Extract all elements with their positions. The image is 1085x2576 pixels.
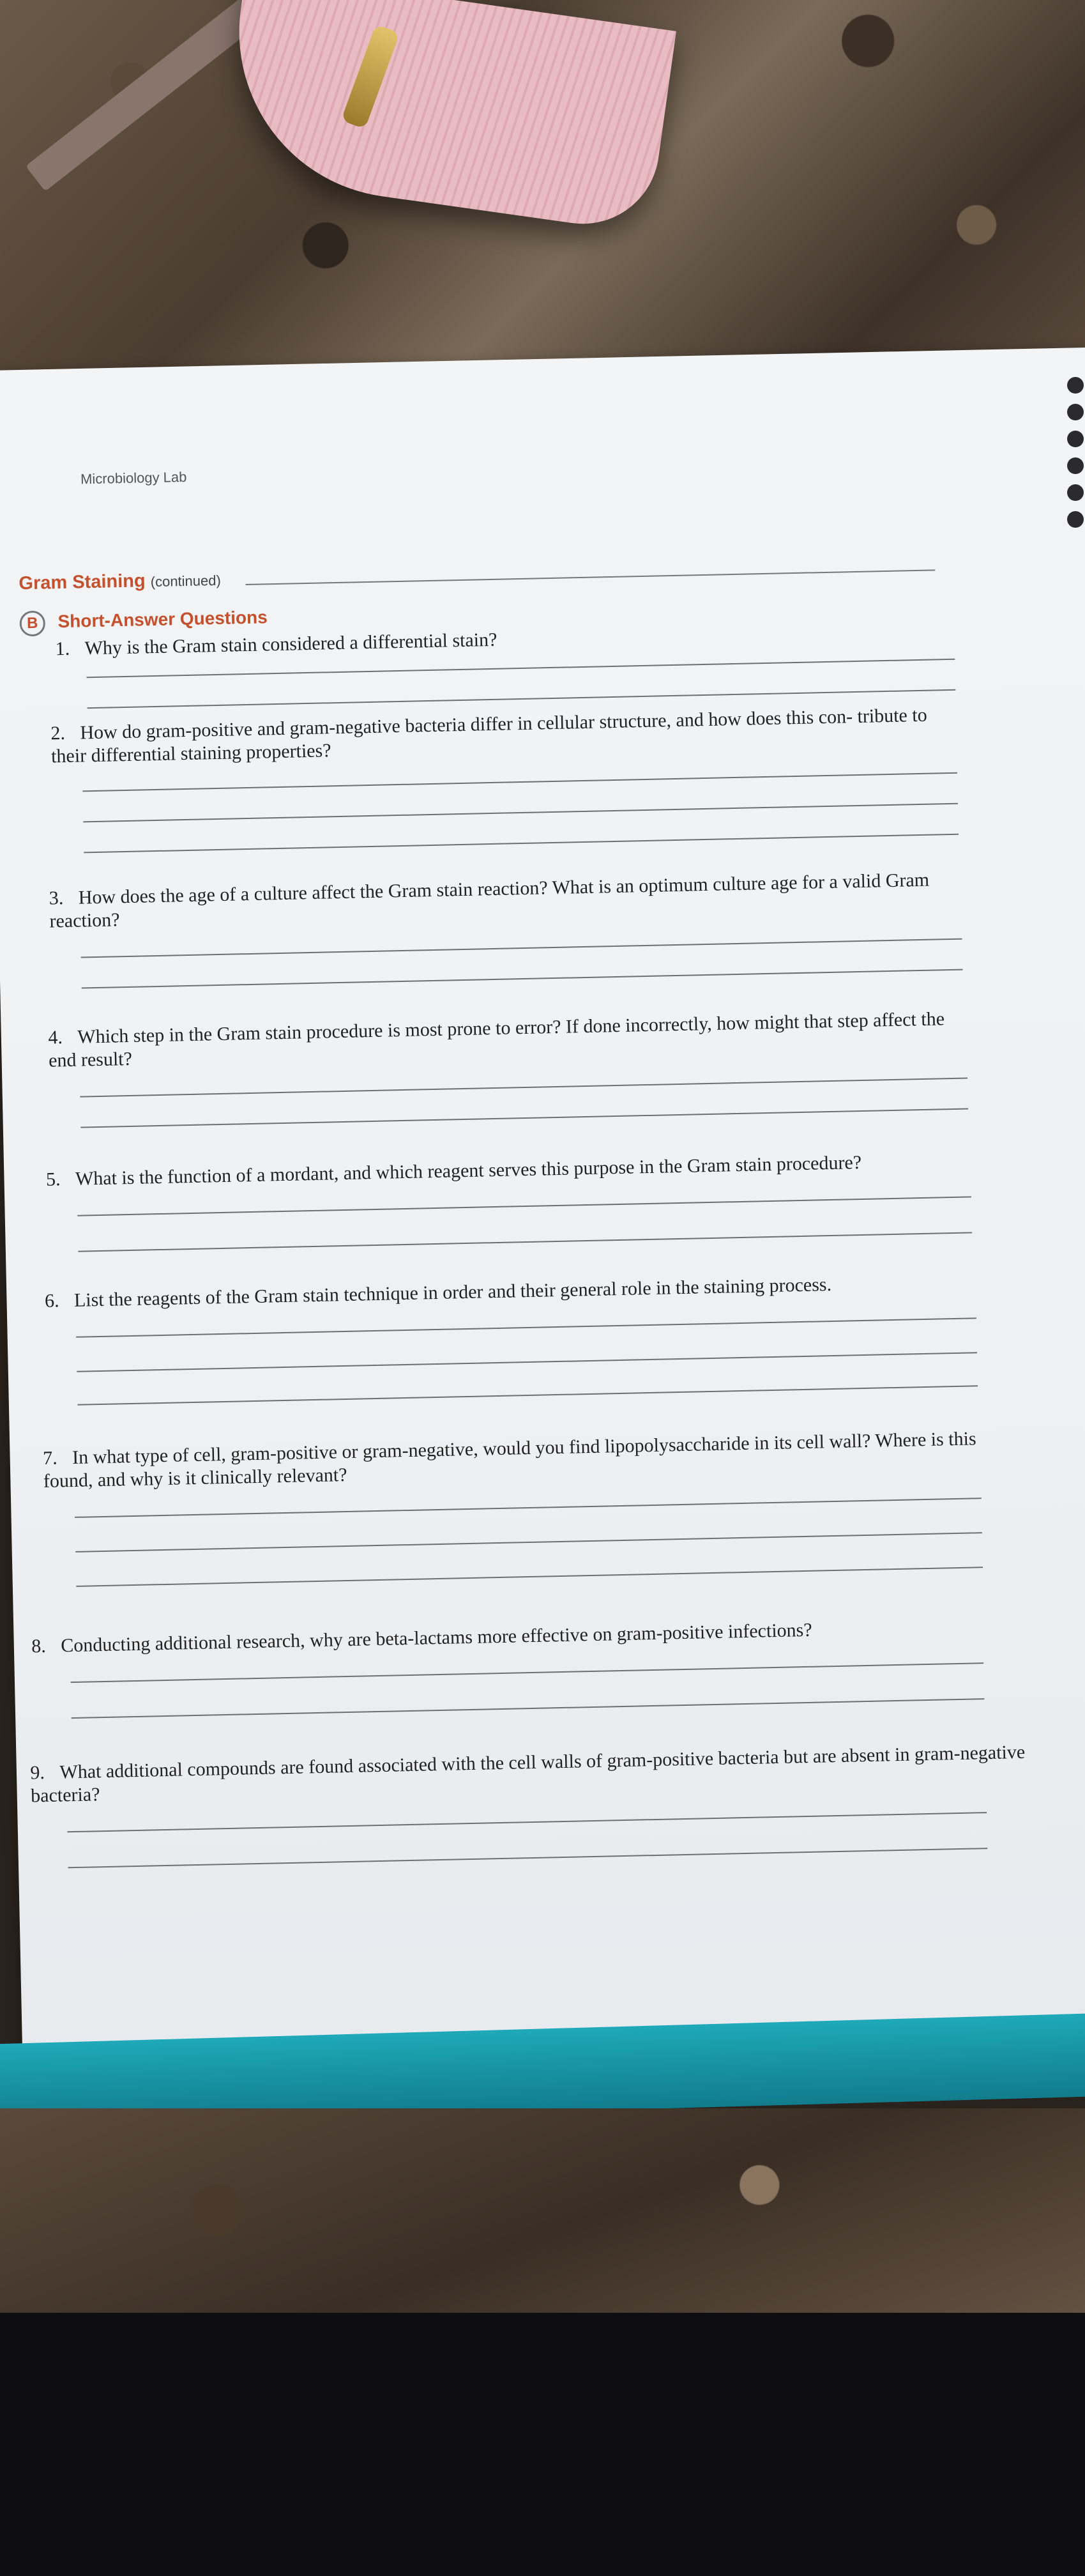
question-2	[50, 703, 958, 769]
dark-foreground	[0, 2313, 1085, 2576]
answer-line[interactable]	[77, 1196, 971, 1216]
answer-line[interactable]	[70, 1662, 983, 1683]
question-9	[30, 1741, 1027, 1808]
question-number: 6.	[44, 1290, 59, 1312]
answer-line[interactable]	[82, 772, 957, 792]
answer-line[interactable]	[81, 939, 962, 958]
answer-line[interactable]	[80, 1077, 967, 1097]
answer-line[interactable]	[76, 1317, 976, 1338]
answer-line[interactable]	[72, 1698, 985, 1719]
question-7	[43, 1427, 1008, 1493]
section-title-text: Gram Staining	[19, 571, 146, 594]
answer-line[interactable]	[80, 1108, 968, 1128]
question-number: 4.	[48, 1027, 63, 1048]
answer-line[interactable]	[84, 834, 959, 854]
question-text: List the reagents of the Gram stain technique in order and their general role in the staining process.	[73, 1274, 832, 1311]
question-4	[48, 1007, 975, 1072]
part-letter: B	[19, 611, 45, 637]
answer-line[interactable]	[83, 803, 958, 823]
question-text: How does the age of a culture affect the Gram stain reaction? What is an optimum culture age for a valid Gram reaction?	[49, 869, 930, 932]
question-8	[31, 1614, 1008, 1658]
part-title: Short-Answer Questions	[57, 607, 268, 632]
question-text: Which step in the Gram stain procedure is most prone to error? If done incorrectly, how might that step affect the end result?	[48, 1008, 945, 1071]
answer-line[interactable]	[75, 1498, 982, 1518]
answer-line[interactable]	[82, 969, 963, 989]
answer-line[interactable]	[87, 659, 955, 678]
question-text: Conducting additional research, why are beta-lactams more effective on gram-positive infections?	[60, 1619, 812, 1657]
question-number: 9.	[30, 1761, 45, 1784]
question-number: 1.	[55, 638, 70, 660]
question-6	[45, 1270, 996, 1313]
answer-line[interactable]	[77, 1352, 977, 1372]
answer-line[interactable]	[75, 1532, 982, 1552]
answer-line[interactable]	[68, 1848, 988, 1868]
question-text: What is the function of a mordant, and which reagent serves this purpose in the Gram stain procedure?	[75, 1151, 862, 1190]
question-5	[46, 1149, 991, 1192]
question-text: In what type of cell, gram-positive or gram-negative, would you find lipopolysaccharide in its cell wall? Where is this found, and why is it clinically relevant?	[43, 1428, 976, 1492]
section-title-note: (continued)	[150, 572, 222, 590]
answer-line[interactable]	[77, 1385, 978, 1406]
part-heading	[19, 606, 268, 636]
question-number: 5.	[45, 1169, 61, 1190]
answer-line[interactable]	[76, 1567, 983, 1587]
answer-line[interactable]	[78, 1232, 972, 1252]
question-number: 2.	[50, 722, 66, 744]
question-number: 8.	[31, 1635, 47, 1657]
question-number: 7.	[42, 1447, 57, 1469]
question-number: 3.	[49, 887, 64, 909]
answer-line[interactable]	[67, 1812, 987, 1832]
question-text: How do gram-positive and gram-negative bacteria differ in cellular structure, and how does this con- tribute to their differential staining properties?	[50, 704, 927, 767]
section-title	[19, 569, 221, 595]
header-lab-label: Microbiology Lab	[80, 468, 187, 487]
title-rule	[246, 569, 936, 585]
question-3	[49, 868, 969, 933]
question-text: Why is the Gram stain considered a differential stain?	[84, 629, 497, 659]
question-text: What additional compounds are found associated with the cell walls of gram-positive bacteria but are absent in gram-negative bacteria?	[30, 1741, 1026, 1807]
